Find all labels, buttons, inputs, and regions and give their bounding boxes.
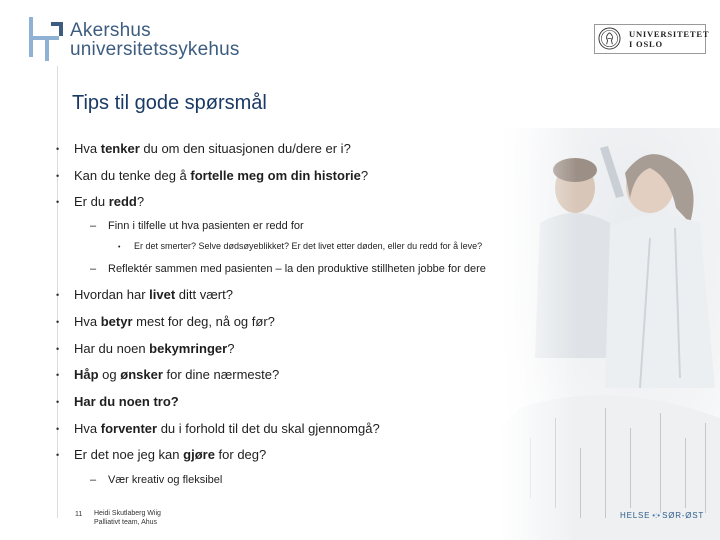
sub-sub-list-item — [118, 241, 482, 251]
dash-bullet-icon: – — [90, 220, 97, 232]
author-team: Palliativt team, Ahus — [94, 519, 158, 526]
helse-dots-icon: •:• — [652, 511, 661, 520]
uio-logo — [594, 24, 710, 54]
background-photo — [500, 128, 720, 540]
bullet-icon: • — [56, 397, 60, 407]
list-item — [56, 394, 179, 409]
item-text: for deg? — [214, 447, 267, 462]
bullet-icon: • — [56, 424, 60, 434]
sub-list-item — [90, 263, 486, 275]
item-text: Har du noen — [74, 341, 150, 356]
item-text: Er det smerter? Selve dødsøyeblikket? Er det livet etter døden, eller du redd for å leve? — [134, 241, 483, 251]
item-text: Hva — [74, 421, 101, 436]
item-text: Er du — [74, 194, 109, 209]
list-item — [56, 141, 351, 156]
item-text: Er det noe jeg kan — [74, 447, 184, 462]
item-text: og — [98, 367, 121, 382]
uio-line2: I OSLO — [629, 39, 663, 49]
list-item — [56, 287, 233, 302]
bullet-icon: • — [56, 370, 60, 380]
bullet-icon: • — [56, 450, 60, 460]
dash-bullet-icon: – — [90, 474, 97, 486]
list-item — [56, 341, 234, 356]
uio-line1: UNIVERSITETET — [629, 29, 710, 39]
bullet-icon: • — [56, 344, 60, 354]
org-name-line1: Akershus — [70, 20, 151, 41]
bullet-icon: • — [56, 171, 60, 181]
item-text: du i forhold til det du skal gjennomgå? — [157, 421, 380, 436]
list-item — [56, 447, 266, 462]
item-text: Reflektér sammen med pasienten – la den produktive stillheten jobbe for dere — [108, 263, 486, 275]
emphasized-text: bekymringer — [149, 341, 228, 356]
bullet-icon: • — [118, 244, 121, 251]
list-item — [56, 194, 144, 209]
emphasized-text: tenker — [100, 141, 140, 156]
helse-sor-ost-logo — [620, 511, 704, 520]
list-item — [56, 168, 368, 183]
list-item — [56, 367, 279, 382]
uio-wordmark — [629, 29, 709, 49]
sub-list-item — [90, 474, 222, 486]
bullet-icon: • — [56, 144, 60, 154]
page-number: 11 — [75, 511, 83, 518]
emphasized-text: forventer — [100, 421, 158, 436]
item-text: for dine nærmeste? — [162, 367, 280, 382]
emphasized-text: livet — [149, 287, 176, 302]
ahus-cross-icon — [26, 17, 68, 61]
org-name-line2: universitetssykehus — [70, 39, 240, 60]
emphasized-text: redd — [108, 194, 137, 209]
emphasized-text: fortelle meg om din historie — [190, 168, 361, 183]
item-text: Finn i tilfelle ut hva pasienten er redd for — [108, 220, 304, 232]
emphasized-text: Har du noen tro? — [74, 394, 179, 409]
emphasized-text: ønsker — [120, 367, 163, 382]
bullet-icon: • — [56, 197, 60, 207]
item-text: Vær kreativ og fleksibel — [108, 474, 223, 486]
item-text: Hva — [74, 141, 101, 156]
ahus-wordmark — [70, 21, 240, 59]
emphasized-text: Håp — [74, 367, 99, 382]
item-text: Hvordan har — [74, 287, 150, 302]
item-text: Hva — [74, 314, 101, 329]
list-item — [56, 314, 275, 329]
emphasized-text: gjøre — [183, 447, 215, 462]
author-name: Heidi Skutlaberg Wiig — [94, 510, 161, 517]
sub-list-item — [90, 220, 304, 232]
item-text: ditt vært? — [175, 287, 233, 302]
item-text: ? — [227, 341, 235, 356]
dash-bullet-icon: – — [90, 263, 97, 275]
slide-title: Tips til gode spørsmål — [72, 92, 267, 114]
item-text: mest for deg, nå og før? — [132, 314, 275, 329]
footer-author — [94, 509, 161, 527]
uio-seal-icon — [598, 27, 621, 50]
bullet-icon: • — [56, 290, 60, 300]
list-item — [56, 421, 380, 436]
emphasized-text: betyr — [100, 314, 133, 329]
item-text: ? — [360, 168, 369, 183]
helse-label: HELSE — [620, 511, 651, 520]
item-text: ? — [136, 194, 145, 209]
item-text: Kan du tenke deg å — [74, 168, 191, 183]
ahus-logo — [26, 17, 240, 61]
helse-region: SØR-ØST — [662, 511, 705, 520]
item-text: du om den situasjonen du/dere er i? — [139, 141, 351, 156]
bullet-icon: • — [56, 317, 60, 327]
